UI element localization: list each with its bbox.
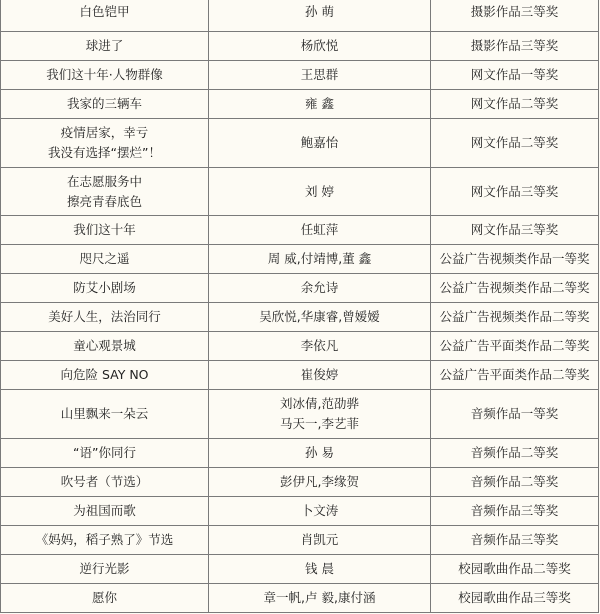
work-title-cell xyxy=(1,245,209,274)
work-title-cell-line: 吹号者（节选） xyxy=(60,474,149,489)
award-cell xyxy=(431,390,599,439)
work-title-cell-line: 为祖国而歌 xyxy=(73,503,136,518)
work-title-cell-line: 球进了 xyxy=(85,38,124,53)
award-cell xyxy=(431,216,599,245)
award-cell-text: 公益广告视频类作品一等奖 xyxy=(439,251,590,266)
work-title-cell xyxy=(1,0,209,32)
award-cell-text: 网文作品一等奖 xyxy=(470,67,559,82)
award-cell-text: 网文作品三等奖 xyxy=(470,222,559,237)
work-title-cell-line: 愿你 xyxy=(91,590,117,605)
award-cell-text: 公益广告平面类作品二等奖 xyxy=(439,338,590,353)
award-cell-text: 公益广告视频类作品二等奖 xyxy=(439,280,590,295)
work-title-cell xyxy=(1,274,209,303)
award-cell xyxy=(431,32,599,61)
award-cell xyxy=(431,303,599,332)
author-cell xyxy=(209,168,431,216)
table-row xyxy=(1,303,599,332)
author-cell-line: 任虹萍 xyxy=(300,222,339,237)
author-cell-line: 雍 鑫 xyxy=(305,96,334,111)
author-cell xyxy=(209,584,431,613)
work-title-cell-line: 咫尺之遥 xyxy=(79,251,130,266)
work-title-cell xyxy=(1,216,209,245)
author-cell-line: 鲍嘉怡 xyxy=(300,135,339,150)
work-title-cell-line: 美好人生，法治同行 xyxy=(48,309,161,324)
table-row xyxy=(1,274,599,303)
work-title-cell xyxy=(1,390,209,439)
work-title-cell-line: 山里飘来一朵云 xyxy=(60,406,149,421)
award-cell xyxy=(431,168,599,216)
work-title-cell xyxy=(1,32,209,61)
award-cell-text: 音频作品二等奖 xyxy=(470,474,559,489)
award-cell xyxy=(431,90,599,119)
table-row xyxy=(1,245,599,274)
author-cell-line: 钱 晨 xyxy=(305,561,334,576)
author-cell-line: 李依凡 xyxy=(300,338,339,353)
table-row xyxy=(1,555,599,584)
award-cell xyxy=(431,555,599,584)
author-cell xyxy=(209,61,431,90)
work-title-cell xyxy=(1,119,209,168)
work-title-cell xyxy=(1,555,209,584)
author-cell xyxy=(209,526,431,555)
table-row xyxy=(1,390,599,439)
author-cell xyxy=(209,119,431,168)
author-cell xyxy=(209,245,431,274)
table-row xyxy=(1,468,599,497)
table-row xyxy=(1,497,599,526)
author-cell-line: 孙 易 xyxy=(305,445,334,460)
author-cell-line: 周 威,付靖博,董 鑫 xyxy=(267,251,372,266)
award-cell-text: 音频作品三等奖 xyxy=(470,503,559,518)
work-title-cell-line: 逆行光影 xyxy=(79,561,130,576)
author-cell-line: 吴欣悦,华康睿,曾嫒嫒 xyxy=(259,309,380,324)
author-cell xyxy=(209,90,431,119)
award-cell xyxy=(431,61,599,90)
author-cell-line: 彭伊凡,李缘贺 xyxy=(280,474,359,489)
author-cell xyxy=(209,216,431,245)
author-cell-line: 杨欣悦 xyxy=(300,38,339,53)
award-cell-text: 摄影作品三等奖 xyxy=(470,38,559,53)
author-cell xyxy=(209,303,431,332)
award-cell xyxy=(431,526,599,555)
table-row xyxy=(1,90,599,119)
award-cell-text: 网文作品二等奖 xyxy=(470,96,559,111)
author-cell-line: 崔俊婷 xyxy=(300,367,339,382)
work-title-cell-line: 防艾小剧场 xyxy=(73,280,136,295)
table-row xyxy=(1,361,599,390)
award-cell xyxy=(431,361,599,390)
table-row xyxy=(1,61,599,90)
award-cell-text: 校园歌曲作品二等奖 xyxy=(458,561,571,576)
work-title-cell xyxy=(1,61,209,90)
award-cell-text: 音频作品三等奖 xyxy=(470,532,559,547)
author-cell xyxy=(209,332,431,361)
author-cell xyxy=(209,439,431,468)
author-cell-line: 卜文涛 xyxy=(300,503,339,518)
author-cell-line: 刘 婷 xyxy=(305,183,334,199)
work-title-cell-line: 向危险 SAY NO xyxy=(60,367,149,382)
award-cell-text: 校园歌曲作品三等奖 xyxy=(458,590,571,605)
award-cell-text: 音频作品一等奖 xyxy=(470,406,559,421)
author-cell-line: 马天一,李艺菲 xyxy=(280,416,359,431)
work-title-cell-line: 我们这十年·人物群像 xyxy=(46,67,163,82)
award-cell-text: 公益广告视频类作品二等奖 xyxy=(439,309,590,324)
award-cell-text: 网文作品二等奖 xyxy=(470,135,559,150)
award-cell xyxy=(431,0,599,32)
table-row xyxy=(1,0,599,32)
work-title-cell xyxy=(1,361,209,390)
work-title-cell xyxy=(1,468,209,497)
award-cell xyxy=(431,584,599,613)
work-title-cell-line: 《妈妈，稻子熟了》节选 xyxy=(35,532,174,547)
table-row xyxy=(1,332,599,361)
work-title-cell-line: 童心观景城 xyxy=(73,338,136,353)
work-title-cell-line: 在志愿服务中 xyxy=(66,173,142,189)
table-row xyxy=(1,439,599,468)
work-title-cell xyxy=(1,90,209,119)
award-cell xyxy=(431,468,599,497)
author-cell xyxy=(209,497,431,526)
work-title-cell xyxy=(1,332,209,361)
work-title-cell-line: 我没有选择“摆烂”！ xyxy=(48,145,161,160)
award-table-body xyxy=(1,0,599,613)
work-title-cell xyxy=(1,497,209,526)
table-row xyxy=(1,168,599,216)
award-cell xyxy=(431,119,599,168)
work-title-cell-line: 白色铠甲 xyxy=(79,4,130,19)
work-title-cell-line: “语”你同行 xyxy=(73,445,136,460)
author-cell-line: 肖凯元 xyxy=(300,532,339,547)
award-cell xyxy=(431,497,599,526)
author-cell xyxy=(209,555,431,584)
author-cell xyxy=(209,361,431,390)
work-title-cell-line: 我们这十年 xyxy=(73,222,136,237)
author-cell xyxy=(209,32,431,61)
award-cell-text: 公益广告平面类作品二等奖 xyxy=(439,367,590,382)
award-cell xyxy=(431,274,599,303)
author-cell xyxy=(209,468,431,497)
table-row xyxy=(1,32,599,61)
work-title-cell-line: 我家的三辆车 xyxy=(66,96,142,111)
award-cell-text: 网文作品三等奖 xyxy=(470,183,559,199)
author-cell xyxy=(209,0,431,32)
author-cell xyxy=(209,274,431,303)
author-cell-line: 余允诗 xyxy=(300,280,339,295)
award-cell-text: 音频作品二等奖 xyxy=(470,445,559,460)
table-row xyxy=(1,216,599,245)
work-title-cell xyxy=(1,526,209,555)
author-cell-line: 刘冰倩,范劭骅 xyxy=(280,396,359,411)
work-title-cell xyxy=(1,303,209,332)
author-cell-line: 王思群 xyxy=(300,67,339,82)
work-title-cell-line: 擦亮青春底色 xyxy=(66,193,142,209)
award-cell-text: 摄影作品三等奖 xyxy=(470,4,559,19)
table-row xyxy=(1,119,599,168)
work-title-cell xyxy=(1,584,209,613)
award-cell xyxy=(431,332,599,361)
table-row xyxy=(1,584,599,613)
work-title-cell-line: 疫情居家，幸亏 xyxy=(60,125,149,140)
author-cell-line: 孙 萌 xyxy=(305,4,334,19)
author-cell-line: 章一帆,卢 毅,康付涵 xyxy=(263,590,376,605)
work-title-cell xyxy=(1,168,209,216)
work-title-cell xyxy=(1,439,209,468)
author-cell xyxy=(209,390,431,439)
award-cell xyxy=(431,245,599,274)
award-cell xyxy=(431,439,599,468)
table-row xyxy=(1,526,599,555)
